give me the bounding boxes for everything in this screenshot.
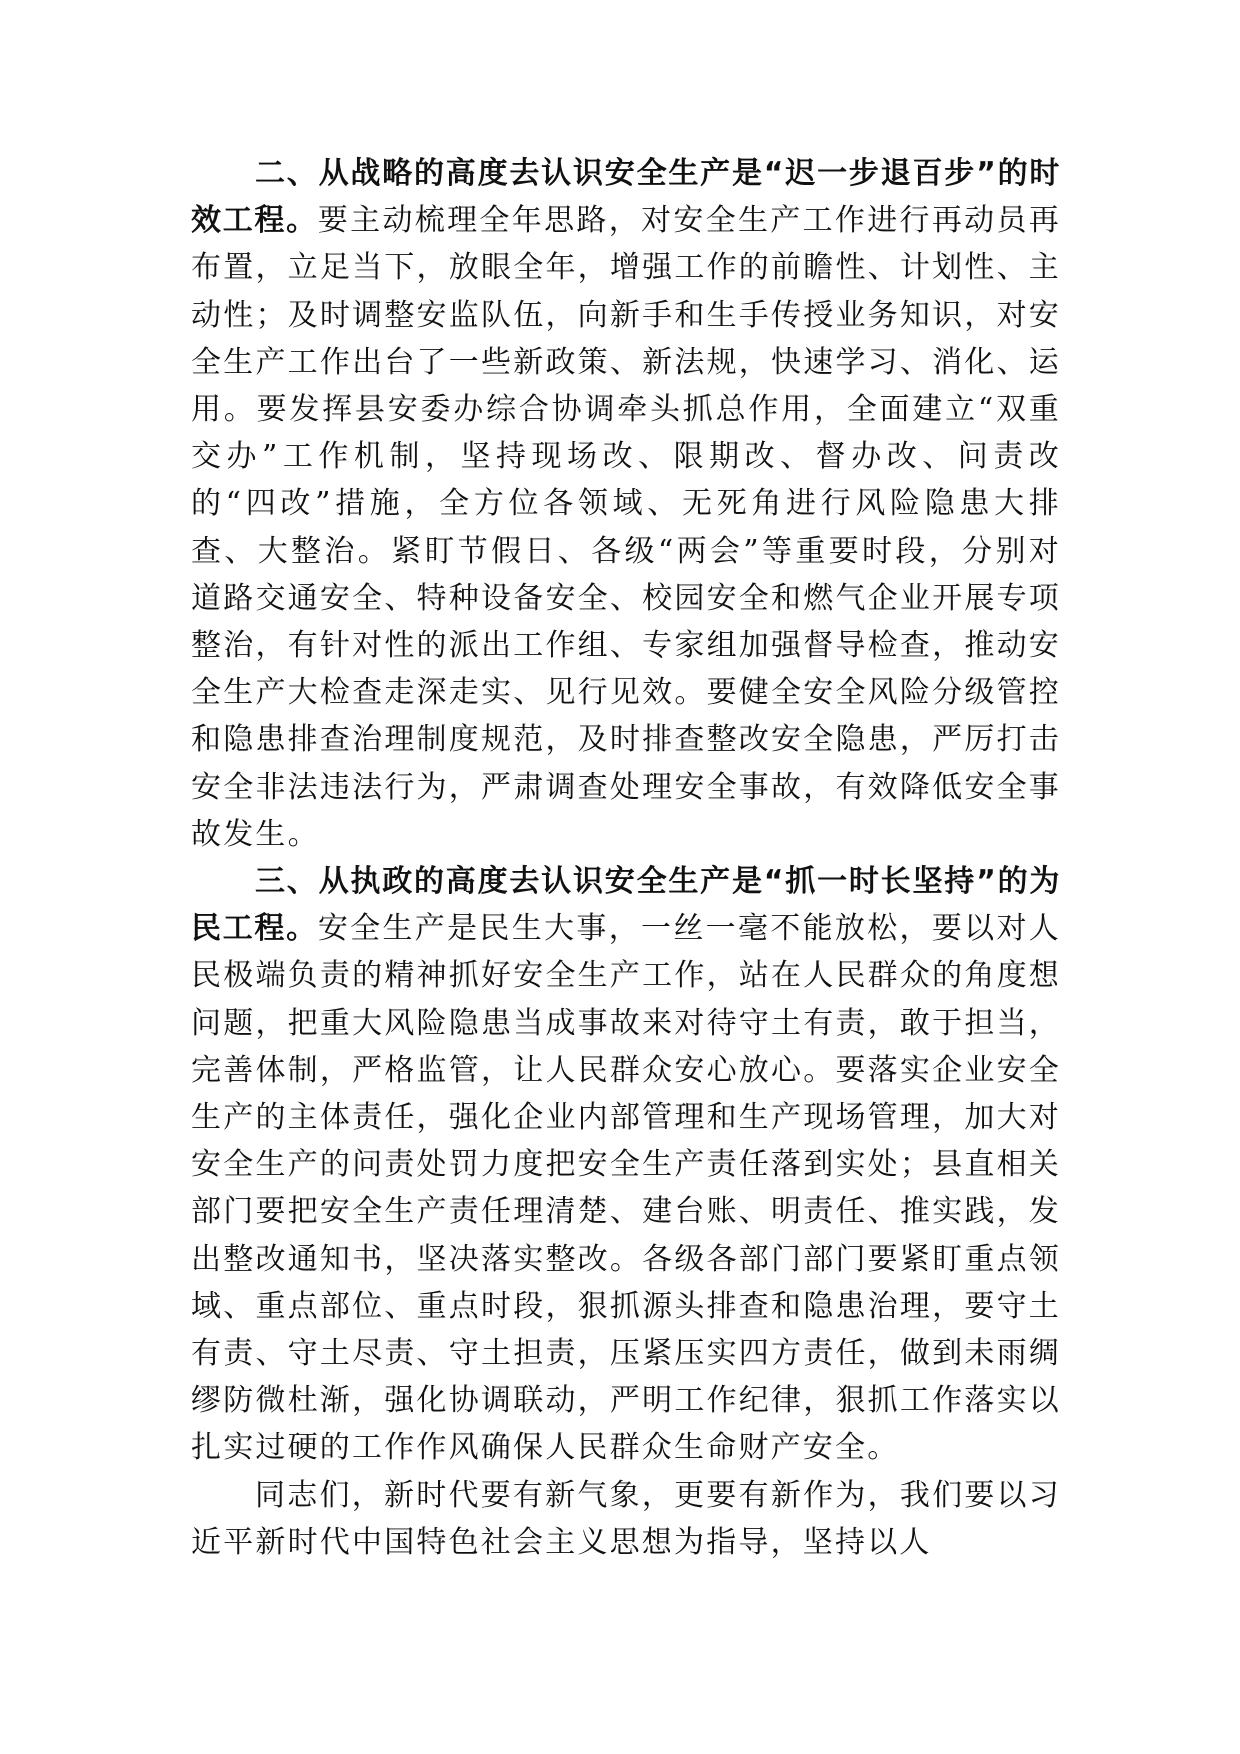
section-body-3: 安全生产是民生大事，一丝一毫不能放松，要以对人民极端负责的精神抓好安全生产工作，站在人民群众的角度想问题，把重大风险隐患当成事故来对待守土有责，敢于担当，完善体制，严格监管，让人民群众安心放心。要落实企业安全生产的主体责任，强化企业内部管理和生产现场管理，加大对安全生产的问责处罚力度把安全生产责任落到实处；县直相关部门要把安全生产责任理清楚、建台账、明责任、推实践，发出整改通知书，坚决落实整改。各级各部门部门要紧盯重点领域、重点部位、重点时段，狠抓源头排查和隐患治理，要守土有责、守土尽责、守土担责，压紧压实四方责任，做到未雨绸缪防微杜渐，强化协调联动，严明工作纪律，狠抓工作落实以扎实过硬的工作作风确保人民群众生命财产安全。 bbox=[191, 911, 1061, 1466]
section-paragraph-3 bbox=[191, 858, 1061, 1472]
section-paragraph-2 bbox=[191, 150, 1061, 858]
document-body bbox=[191, 150, 1061, 1566]
section-heading-2: 二、从战略的高度去认识安全生产是“迟一步退百步”的时效工程。 bbox=[191, 156, 1061, 239]
closing-paragraph: 同志们，新时代要有新气象，更要有新作为，我们要以习近平新时代中国特色社会主义思想为指导，坚持以人 bbox=[191, 1477, 1061, 1560]
section-body-2: 要主动梳理全年思路，对安全生产工作进行再动员再布置，立足当下，放眼全年，增强工作的前瞻性、计划性、主动性；及时调整安监队伍，向新手和生手传授业务知识，对安全生产工作出台了一些新政策、新法规，快速学习、消化、运用。要发挥县安委办综合协调牵头抓总作用，全面建立“双重交办”工作机制，坚持现场改、限期改、督办改、问责改的“四改”措施，全方位各领域、无死角进行风险隐患大排查、大整治。紧盯节假日、各级“两会”等重要时段，分别对道路交通安全、特种设备安全、校园安全和燃气企业开展专项整治，有针对性的派出工作组、专家组加强督导检查，推动安全生产大检查走深走实、见行见效。要健全安全风险分级管控和隐患排查治理制度规范，及时排查整改安全隐患，严厉打击安全非法违法行为，严肃调查处理安全事故，有效降低安全事故发生。 bbox=[191, 203, 1061, 852]
section-heading-3: 三、从执政的高度去认识安全生产是“抓一时长坚持”的为民工程。 bbox=[191, 864, 1061, 947]
